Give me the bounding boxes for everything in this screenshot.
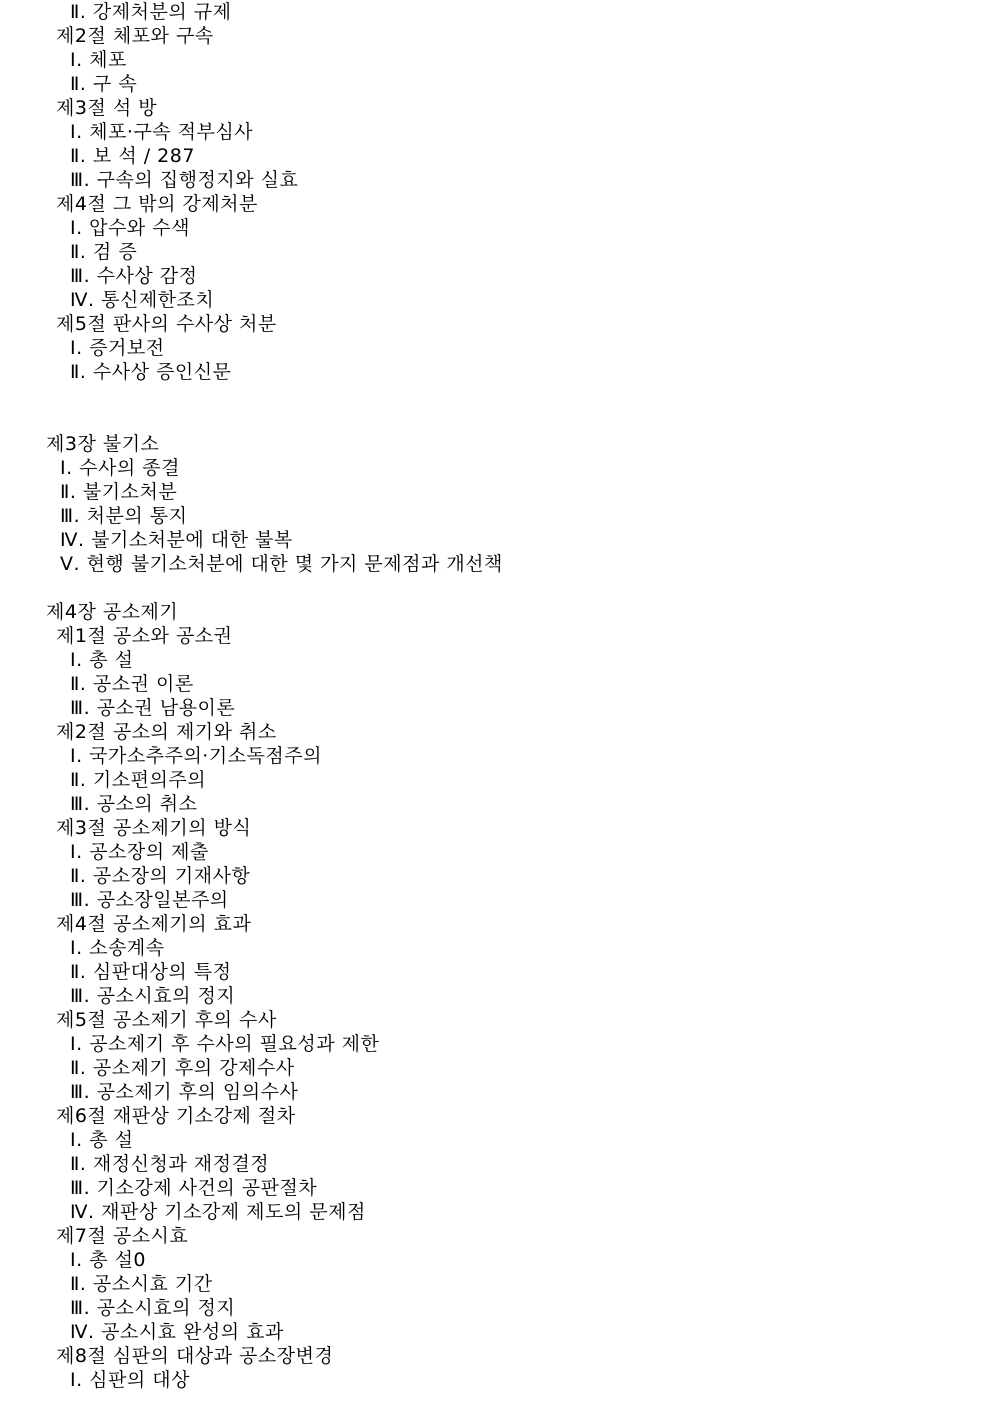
toc-item: Ⅰ. 심판의 대상 bbox=[70, 1369, 190, 1391]
section-heading: 제6절 재판상 기소강제 절차 bbox=[56, 1105, 296, 1127]
toc-item: Ⅱ. 공소제기 후의 강제수사 bbox=[70, 1057, 295, 1079]
toc-item: Ⅱ. 검 증 bbox=[70, 241, 138, 263]
toc-item: Ⅰ. 증거보전 bbox=[70, 337, 165, 359]
section-heading: 제4절 그 밖의 강제처분 bbox=[56, 193, 258, 215]
chapter-item: Ⅱ. 불기소처분 bbox=[60, 481, 178, 503]
toc-item: Ⅰ. 체포·구속 적부심사 bbox=[70, 121, 254, 143]
toc-item: Ⅲ. 공소권 남용이론 bbox=[70, 697, 236, 719]
chapter-item: Ⅳ. 불기소처분에 대한 불복 bbox=[60, 529, 293, 551]
toc-item: Ⅱ. 수사상 증인신문 bbox=[70, 361, 232, 383]
toc-item: Ⅰ. 공소제기 후 수사의 필요성과 제한 bbox=[70, 1033, 380, 1055]
toc-item: Ⅳ. 재판상 기소강제 제도의 문제점 bbox=[70, 1201, 366, 1223]
section-heading: 제2절 체포와 구속 bbox=[56, 25, 214, 47]
section-heading: 제7절 공소시효 bbox=[56, 1225, 189, 1247]
toc-item: Ⅱ. 재정신청과 재정결정 bbox=[70, 1153, 270, 1175]
toc-item: Ⅱ. 보 석 / 287 bbox=[70, 145, 195, 167]
toc-item: Ⅱ. 심판대상의 특정 bbox=[70, 961, 232, 983]
section-heading: 제4절 공소제기의 효과 bbox=[56, 913, 252, 935]
toc-item: Ⅲ. 공소제기 후의 임의수사 bbox=[70, 1081, 299, 1103]
toc-item: Ⅰ. 총 설 bbox=[70, 649, 134, 671]
toc-item: Ⅰ. 총 설0 bbox=[70, 1249, 147, 1271]
toc-item: Ⅱ. 기소편의주의 bbox=[70, 769, 207, 791]
toc-item: Ⅱ. 공소장의 기재사항 bbox=[70, 865, 251, 887]
toc-item: Ⅲ. 공소장일본주의 bbox=[70, 889, 229, 911]
toc-item: Ⅲ. 공소의 취소 bbox=[70, 793, 198, 815]
toc-item: Ⅰ. 압수와 수색 bbox=[70, 217, 190, 239]
section-heading: 제8절 심판의 대상과 공소장변경 bbox=[56, 1345, 334, 1367]
toc-item: Ⅱ. 강제처분의 규제 bbox=[70, 1, 232, 23]
toc-item: Ⅱ. 구 속 bbox=[70, 73, 138, 95]
toc-item: Ⅰ. 체포 bbox=[70, 49, 127, 71]
section-heading: 제1절 공소와 공소권 bbox=[56, 625, 233, 647]
toc-item: Ⅲ. 기소강제 사건의 공판절차 bbox=[70, 1177, 318, 1199]
chapter-heading: 제3장 불기소 bbox=[46, 433, 160, 455]
toc-item: Ⅱ. 공소시효 기간 bbox=[70, 1273, 213, 1295]
chapter-item: Ⅰ. 수사의 종결 bbox=[60, 457, 180, 479]
toc-item: Ⅰ. 소송계속 bbox=[70, 937, 165, 959]
chapter-heading: 제4장 공소제기 bbox=[46, 601, 179, 623]
toc-item: Ⅲ. 공소시효의 정지 bbox=[70, 1297, 236, 1319]
chapter-item: Ⅴ. 현행 불기소처분에 대한 몇 가지 문제점과 개선책 bbox=[60, 553, 503, 575]
section-heading: 제2절 공소의 제기와 취소 bbox=[56, 721, 277, 743]
section-heading: 제5절 판사의 수사상 처분 bbox=[56, 313, 277, 335]
section-heading: 제3절 공소제기의 방식 bbox=[56, 817, 252, 839]
section-heading: 제5절 공소제기 후의 수사 bbox=[56, 1009, 277, 1031]
toc-item: Ⅰ. 공소장의 제출 bbox=[70, 841, 209, 863]
toc-item: Ⅲ. 공소시효의 정지 bbox=[70, 985, 236, 1007]
toc-item: Ⅲ. 수사상 감정 bbox=[70, 265, 198, 287]
chapter-item: Ⅲ. 처분의 통지 bbox=[60, 505, 188, 527]
section-heading: 제3절 석 방 bbox=[56, 97, 158, 119]
toc-item: Ⅲ. 구속의 집행정지와 실효 bbox=[70, 169, 299, 191]
toc-item: Ⅰ. 총 설 bbox=[70, 1129, 134, 1151]
toc-item: Ⅰ. 국가소추주의·기소독점주의 bbox=[70, 745, 322, 767]
toc-item: Ⅳ. 통신제한조치 bbox=[70, 289, 215, 311]
toc-item: Ⅱ. 공소권 이론 bbox=[70, 673, 194, 695]
toc-item: Ⅳ. 공소시효 완성의 효과 bbox=[70, 1321, 284, 1343]
